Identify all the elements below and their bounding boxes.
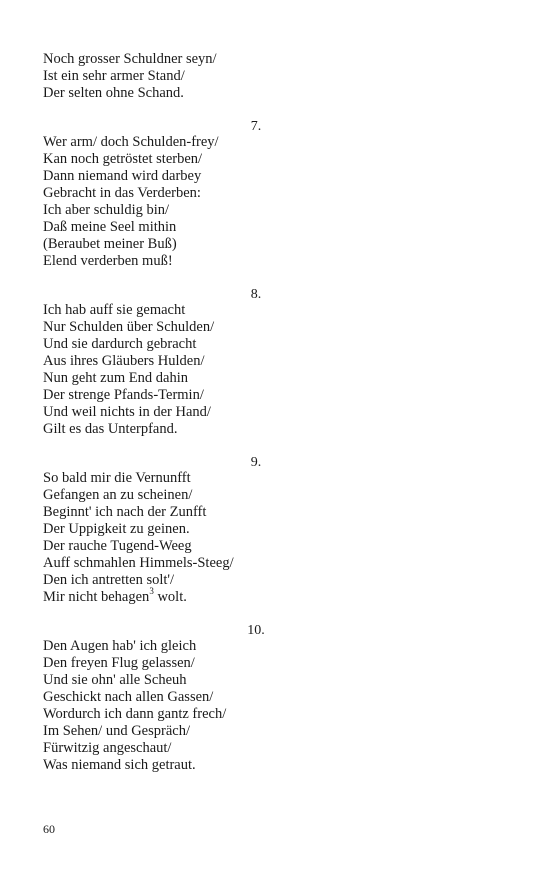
verse-line: Gilt es das Unterpfand. — [43, 421, 178, 437]
stanza-number: 8. — [250, 287, 262, 302]
verse-line: Der strenge Pfands-Termin/ — [43, 387, 204, 403]
verse-line: Den freyen Flug gelassen/ — [43, 655, 195, 671]
stanza-continuation — [43, 51, 343, 102]
verse-line: Noch grosser Schuldner seyn/ — [43, 51, 217, 67]
verse-line-with-footnote — [43, 586, 343, 606]
verse-line: Der rauche Tugend-Weeg — [43, 538, 192, 554]
stanza-8 — [43, 302, 343, 438]
verse-line: Kan noch getröstet sterben/ — [43, 151, 203, 167]
verse-line: Und sie ohn' alle Scheuh — [43, 672, 187, 688]
verse-line: Und weil nichts in der Hand/ — [43, 404, 211, 420]
verse-line: Auff schmahlen Himmels-Steeg/ — [43, 555, 234, 571]
stanza-number: 10. — [247, 623, 265, 638]
verse-line: Wordurch ich dann gantz frech/ — [43, 706, 227, 722]
verse-line: Elend verderben muß! — [43, 253, 173, 269]
verse-line: Der Uppigkeit zu geinen. — [43, 521, 190, 537]
verse-line: Ich aber schuldig bin/ — [43, 202, 170, 218]
stanza-10 — [43, 638, 343, 774]
verse-line: Fürwitzig angeschaut/ — [43, 740, 172, 756]
verse-line: Nun geht zum End dahin — [43, 370, 188, 386]
verse-line: (Beraubet meiner Buß) — [43, 236, 177, 252]
verse-line: Aus ihres Gläubers Hulden/ — [43, 353, 205, 369]
verse-line: Den Augen hab' ich gleich — [43, 638, 197, 654]
verse-line: Ich hab auff sie gemacht — [43, 302, 186, 318]
verse-line: Und sie dardurch gebracht — [43, 336, 197, 352]
verse-line: Gebracht in das Verderben: — [43, 185, 201, 201]
verse-text: Mir nicht behagen — [43, 589, 150, 605]
stanza-7 — [43, 134, 343, 270]
footnote-mark: 3 — [149, 586, 154, 597]
verse-line: Dann niemand wird darbey — [43, 168, 202, 184]
verse-line: Ist ein sehr armer Stand/ — [43, 68, 185, 84]
verse-line: Geschickt nach allen Gassen/ — [43, 689, 214, 705]
verse-line: Daß meine Seel mithin — [43, 219, 177, 235]
verse-line: Beginnt' ich nach der Zunfft — [43, 504, 207, 520]
verse-line: Wer arm/ doch Schulden-frey/ — [43, 134, 219, 150]
stanza-9 — [43, 470, 343, 606]
verse-line: Nur Schulden über Schulden/ — [43, 319, 215, 335]
stanza-number: 9. — [250, 455, 262, 470]
verse-line: So bald mir die Vernunfft — [43, 470, 191, 486]
verse-line: Was niemand sich getraut. — [43, 757, 196, 773]
verse-line: Im Sehen/ und Gespräch/ — [43, 723, 190, 739]
verse-line: Den ich antretten solt'/ — [43, 572, 175, 588]
verse-text: wolt. — [157, 589, 187, 605]
verse-line: Der selten ohne Schand. — [43, 85, 184, 101]
verse-line: Gefangen an zu scheinen/ — [43, 487, 193, 503]
page-number: 60 — [43, 822, 55, 836]
stanza-number: 7. — [250, 119, 262, 134]
